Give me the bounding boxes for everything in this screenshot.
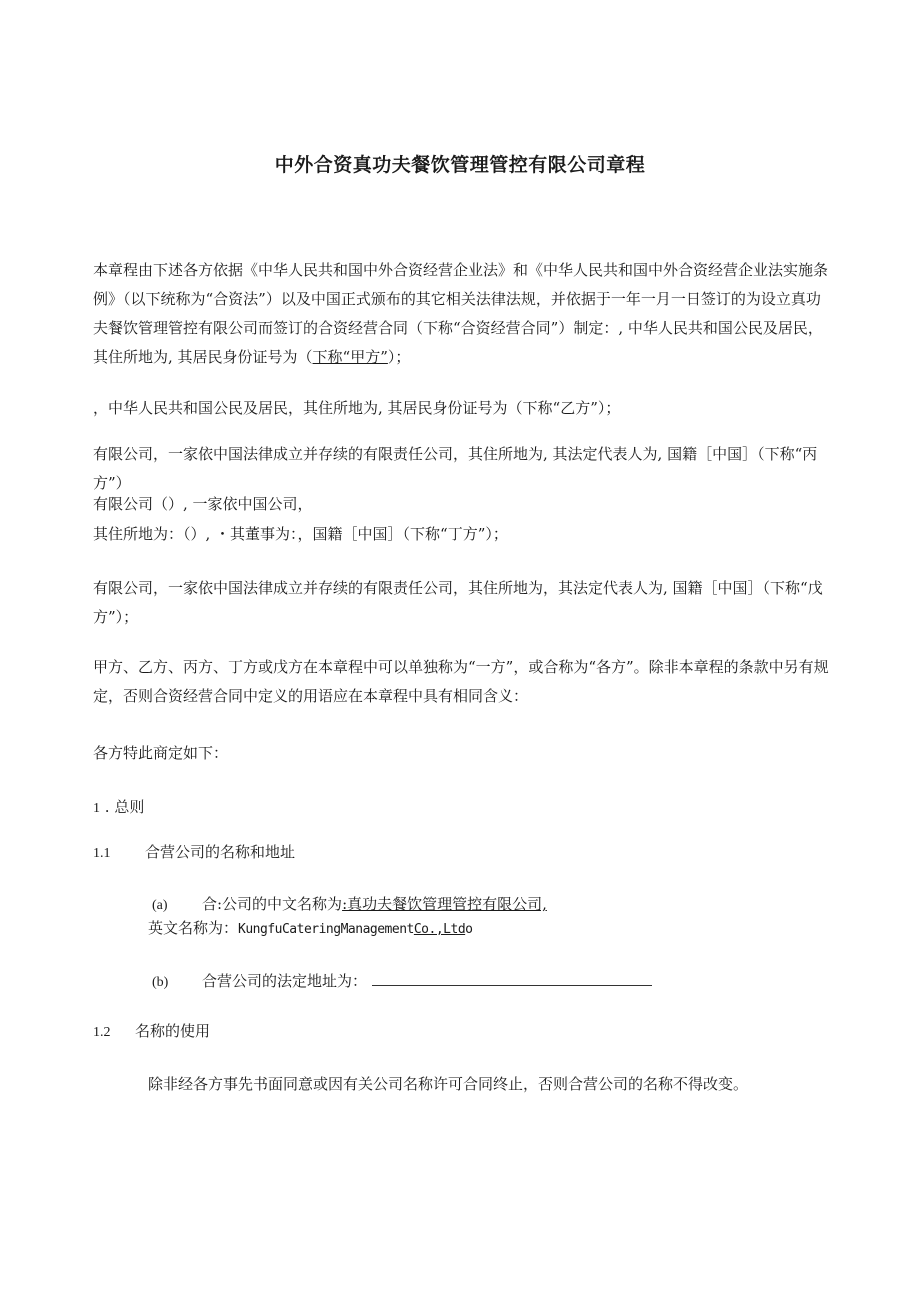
- section-1-2-heading: [93, 1017, 833, 1047]
- section-1-1-number: 1.1: [93, 846, 111, 861]
- section-1-heading: [93, 793, 833, 823]
- item-b-marker: (b): [152, 975, 169, 990]
- item-a-en-value-underlined: Co.,Ltd: [413, 922, 466, 937]
- address-blank-line: [372, 971, 652, 986]
- section-1-number: 1: [93, 801, 100, 816]
- preamble-text: 本章程由下述各方依据《中华人民共和国中外合资经营企业法》和《中华人民共和国中外合资经营企业法实施条例》（以下统称为“合资法”）以及中国正式颁布的其它相关法律法规，并依据于一年一月一日签订的为设立真功夫餐饮管理管控有限公司而签订的合资经营合同（下称“合资经营合同”）制定：, 中华人民共和国公民及居民，其住所地为, 其居民身份证号为（: [93, 261, 829, 366]
- section-1-1-heading: [93, 838, 833, 868]
- item-a-en-value: KungfuCateringManagement: [238, 922, 414, 937]
- party-d-line-2: 其住所地为：（）, ・其董事为：，国籍［中国］（下称“丁方”）；: [93, 525, 508, 543]
- name-use-paragraph: 除非经各方事先书面同意或因有关公司名称许可合同终止，否则合营公司的名称不得改变。: [148, 1075, 749, 1093]
- party-b-paragraph: ，中华人民共和国公民及居民，其住所地为, 其居民身份证号为（下称“乙方”）；: [93, 399, 621, 417]
- section-1-2-title: 名称的使用: [135, 1022, 211, 1040]
- item-a-line-2: [148, 914, 838, 944]
- item-b-label: 合营公司的法定地址为：: [202, 972, 368, 990]
- item-a-en-suffix: o: [465, 922, 473, 937]
- party-a-label: 下称“甲方”: [312, 348, 388, 366]
- item-a-marker: (a): [152, 898, 168, 913]
- section-1-title: . 总则: [104, 798, 145, 816]
- agreement-paragraph: 各方特此商定如下：: [93, 744, 229, 762]
- item-a-en-label: 英文名称为：: [148, 919, 239, 937]
- section-1-2-number: 1.2: [93, 1025, 111, 1040]
- definitions-paragraph: 甲方、乙方、丙方、丁方或戊方在本章程中可以单独称为“一方”，或合称为“各方”。除非本章程的条款中另有规定，否则合资经营合同中定义的用语应在本章程中具有相同含义：: [93, 658, 829, 705]
- item-a-label: 合:公司的中文名称为: [202, 895, 343, 913]
- section-1-1-title: 合营公司的名称和地址: [145, 843, 296, 861]
- preamble-tail: ）；: [387, 348, 411, 366]
- party-c-paragraph: 有限公司，一家依中国法律成立并存续的有限责任公司，其住所地为, 其法定代表人为, 国籍［中国］（下称“丙方”）: [93, 445, 818, 492]
- document-title: 中外合资真功夫餐饮管理管控有限公司章程: [274, 154, 646, 176]
- item-a-value: :真功夫餐饮管理管控有限公司,: [342, 895, 547, 913]
- preamble-paragraph: [93, 256, 833, 372]
- party-d-line-1: 有限公司（）, 一家依中国公司，: [93, 495, 313, 513]
- item-b-line: [152, 967, 842, 997]
- party-e-paragraph: 有限公司，一家依中国法律成立并存续的有限责任公司，其住所地为，其法定代表人为, 国籍［中国］（下称“戊方”）；: [93, 579, 823, 626]
